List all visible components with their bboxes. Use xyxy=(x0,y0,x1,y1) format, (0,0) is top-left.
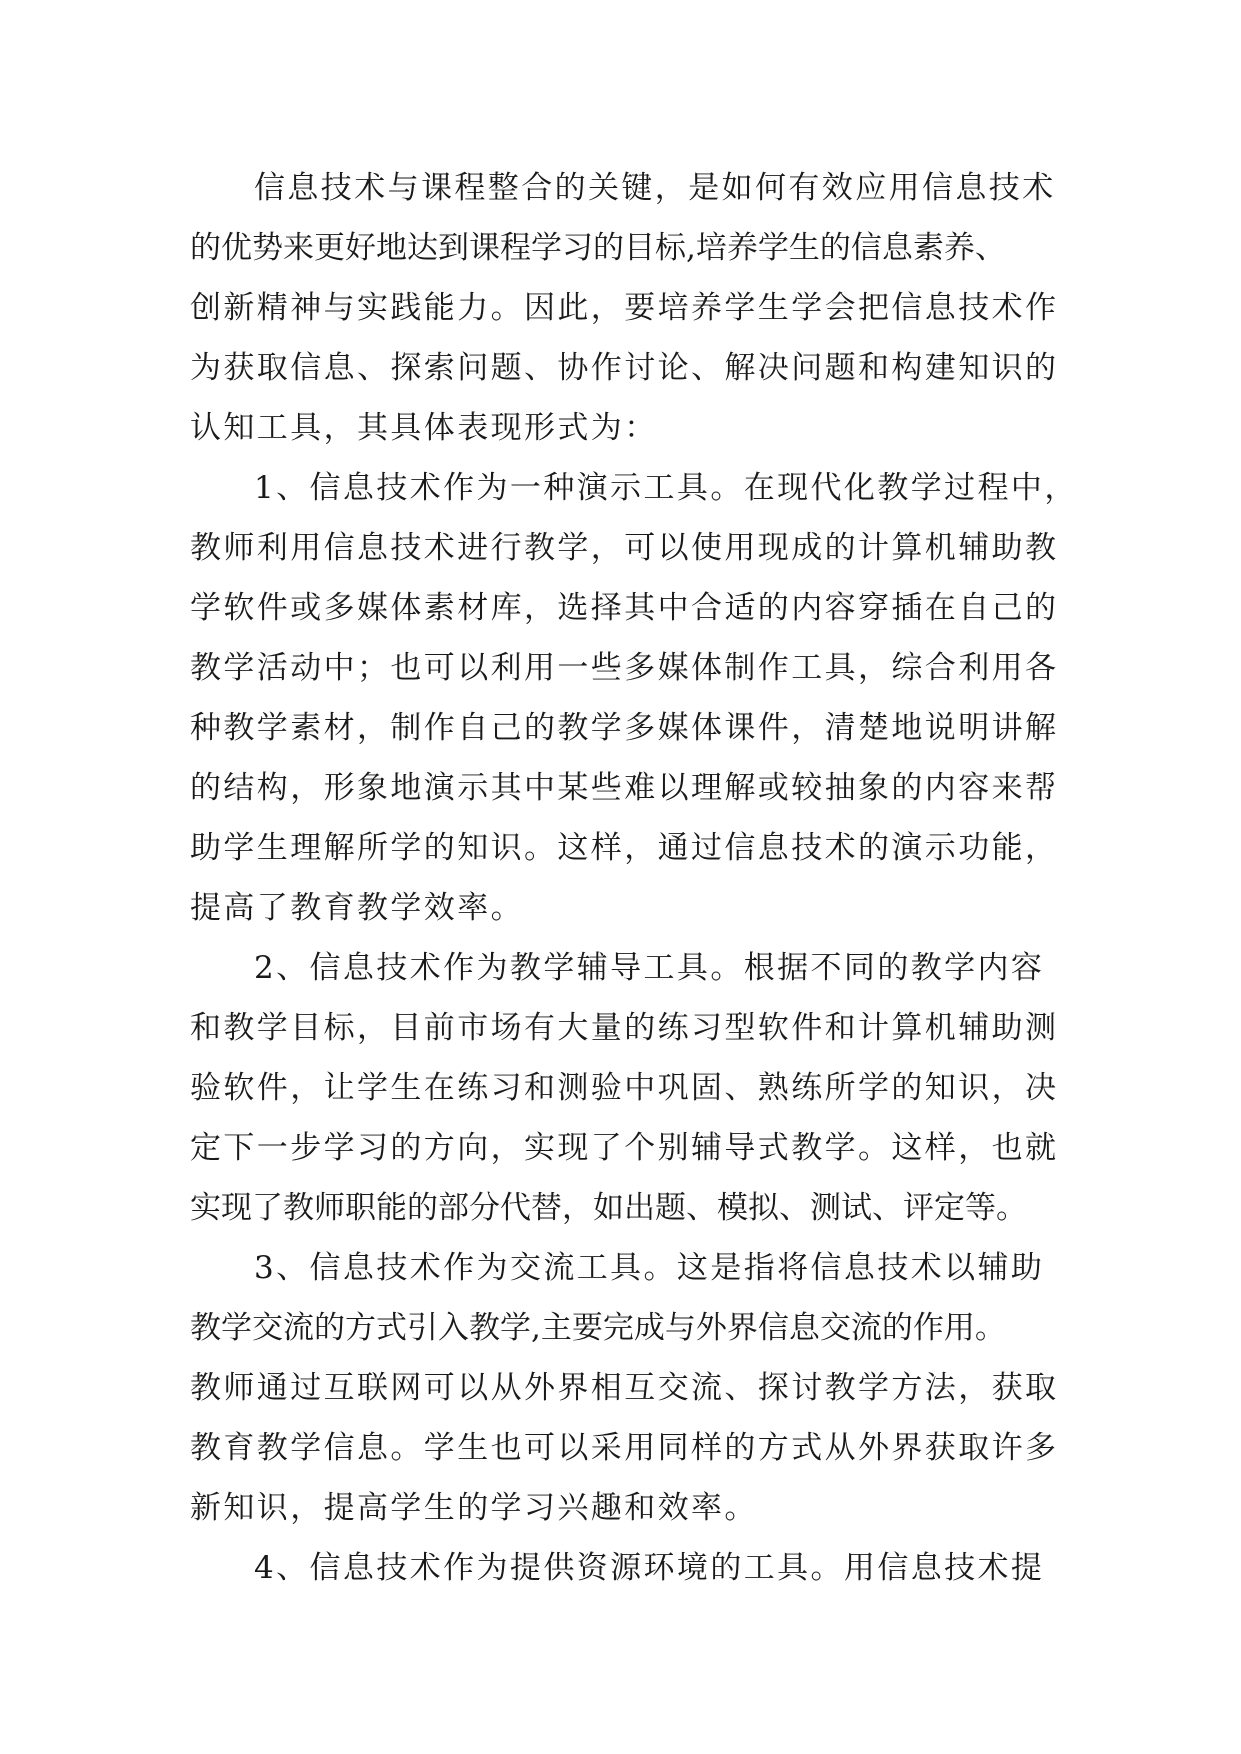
text-line: 教师通过互联网可以从外界相互交流、探讨教学方法，获取 xyxy=(190,1370,1059,1406)
text-line: 的优势来更好地达到课程学习的目标,培养学生的信息素养、 xyxy=(190,230,1006,266)
text-line: 认知工具，其具体表现形式为： xyxy=(190,410,658,446)
text-line: 的结构，形象地演示其中某些难以理解或较抽象的内容来帮 xyxy=(190,770,1059,806)
text-line: 4、信息技术作为提供资源环境的工具。用信息技术提 xyxy=(254,1550,1045,1586)
text-line: 教育教学信息。学生也可以采用同样的方式从外界获取许多 xyxy=(190,1430,1059,1466)
text-line: 种教学素材，制作自己的教学多媒体课件，清楚地说明讲解 xyxy=(190,710,1059,746)
text-line: 创新精神与实践能力。因此，要培养学生学会把信息技术作 xyxy=(190,290,1059,326)
text-line: 信息技术与课程整合的关键，是如何有效应用信息技术 xyxy=(254,170,1056,206)
text-line: 2、信息技术作为教学辅导工具。根据不同的教学内容 xyxy=(254,950,1045,986)
text-line: 教学交流的方式引入教学,主要完成与外界信息交流的作用。 xyxy=(190,1310,1006,1346)
text-line: 教师利用信息技术进行教学，可以使用现成的计算机辅助教 xyxy=(190,530,1059,566)
text-line: 教学活动中；也可以利用一些多媒体制作工具，综合利用各 xyxy=(190,650,1059,686)
text-line: 验软件，让学生在练习和测验中巩固、熟练所学的知识，决 xyxy=(190,1070,1059,1106)
text-line: 为获取信息、探索问题、协作讨论、解决问题和构建知识的 xyxy=(190,350,1059,386)
text-line: 助学生理解所学的知识。这样，通过信息技术的演示功能， xyxy=(190,830,1059,866)
text-line: 学软件或多媒体素材库，选择其中合适的内容穿插在自己的 xyxy=(190,590,1059,626)
text-line: 定下一步学习的方向，实现了个别辅导式教学。这样，也就 xyxy=(190,1130,1059,1166)
text-line: 和教学目标，目前市场有大量的练习型软件和计算机辅助测 xyxy=(190,1010,1059,1046)
text-line: 提高了教育教学效率。 xyxy=(190,890,524,926)
text-line: 3、信息技术作为交流工具。这是指将信息技术以辅助 xyxy=(254,1250,1045,1286)
text-line: 新知识，提高学生的学习兴趣和效率。 xyxy=(190,1490,758,1526)
document-body xyxy=(190,158,1090,1598)
text-line: 1、信息技术作为一种演示工具。在现代化教学过程中， xyxy=(254,470,1078,506)
text-line: 实现了教师职能的部分代替，如出题、模拟、测试、评定等。 xyxy=(190,1190,1027,1226)
